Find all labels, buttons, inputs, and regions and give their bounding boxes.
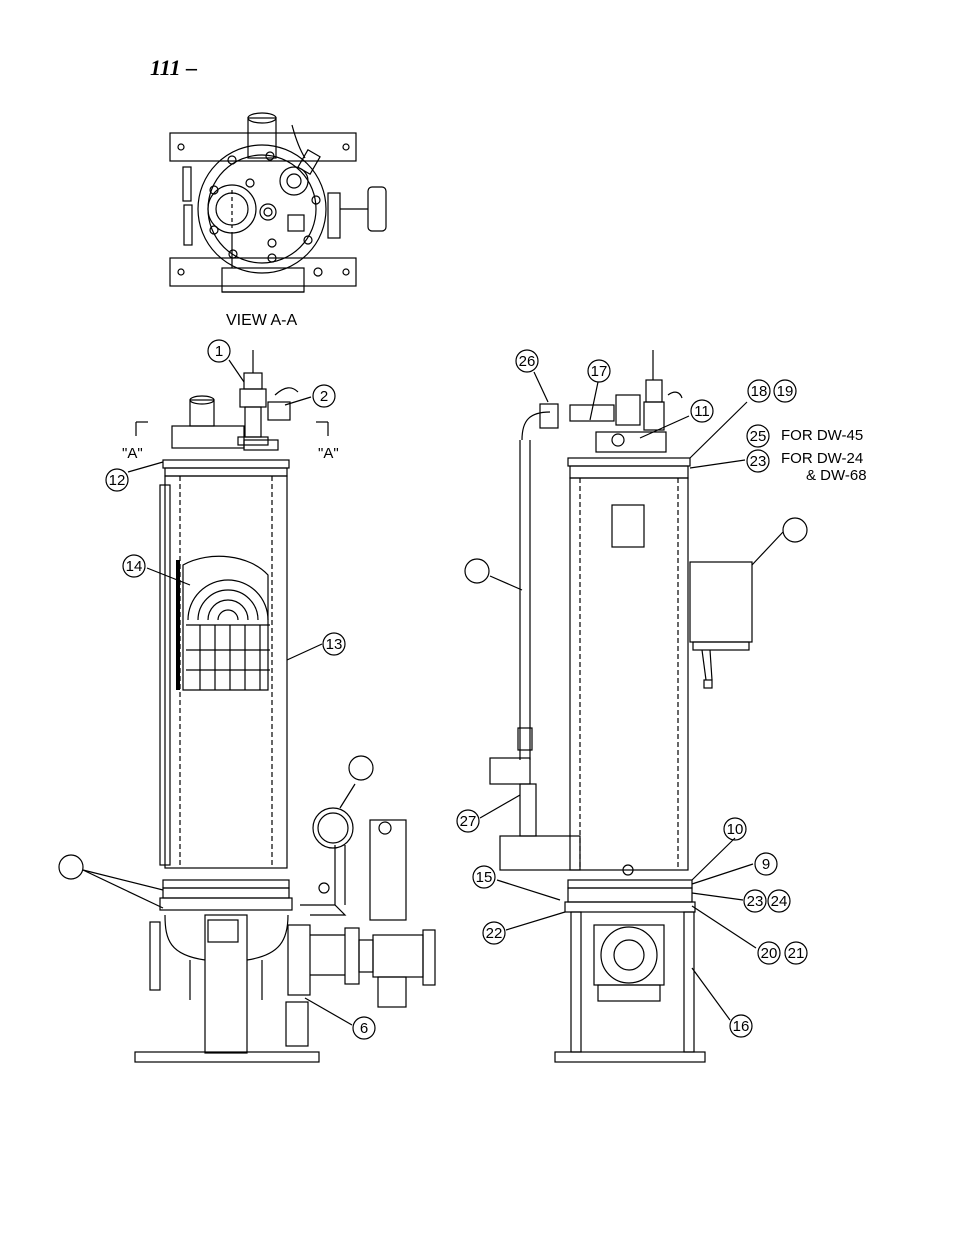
- callout-label-c24: 24: [770, 893, 788, 910]
- note-dw68: & DW-68: [806, 467, 867, 484]
- view-a-a-drawing: [170, 113, 386, 292]
- note-dw24: FOR DW-24: [781, 450, 864, 467]
- callout-label-c25: 25: [749, 428, 767, 445]
- callout-label-c10: 10: [726, 821, 744, 838]
- callout-label-c17: 17: [590, 363, 608, 380]
- callout-label-c9: 9: [761, 856, 771, 873]
- callout-label-c13: 13: [325, 636, 343, 653]
- callout-label-c15: 15: [475, 869, 493, 886]
- section-mark-right: "A": [318, 445, 339, 462]
- callout-label-c12: 12: [108, 472, 126, 489]
- page-number: 111 –: [150, 55, 198, 80]
- callout-label-c18: 18: [750, 383, 768, 400]
- callout-bubble-blank2: [465, 559, 489, 583]
- callout-bubble-blank3: [783, 518, 807, 542]
- callout-label-c23b: 23: [746, 893, 764, 910]
- note-dw45: FOR DW-45: [781, 427, 864, 444]
- callout-label-c27: 27: [459, 813, 477, 830]
- section-mark-left: "A": [122, 445, 143, 462]
- callout-label-c22: 22: [485, 925, 503, 942]
- callout-label-c20: 20: [760, 945, 778, 962]
- callout-label-c11: 11: [694, 403, 710, 420]
- callout-label-c23a: 23: [749, 453, 767, 470]
- right-elevation-drawing: [490, 350, 752, 1062]
- callout-label-c14: 14: [125, 558, 143, 575]
- callout-label-c1: 1: [214, 343, 224, 360]
- callout-label-c19: 19: [776, 383, 794, 400]
- callout-label-c16: 16: [732, 1018, 750, 1035]
- view-a-a-label: VIEW A-A: [226, 312, 298, 329]
- callout-layer: [59, 340, 807, 1039]
- callout-label-c21: 21: [787, 945, 805, 962]
- callout-label-c6: 6: [359, 1020, 369, 1037]
- callout-label-c2: 2: [319, 388, 329, 405]
- left-elevation-drawing: [135, 350, 435, 1062]
- callout-label-c26: 26: [518, 353, 536, 370]
- callout-bubble-blank4: [59, 855, 83, 879]
- callout-bubble-blank1: [349, 756, 373, 780]
